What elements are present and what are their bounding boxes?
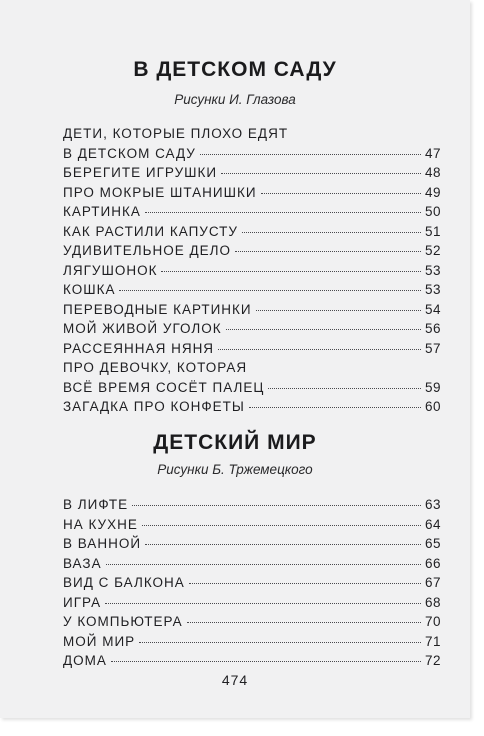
toc-page-number: 59 — [424, 379, 441, 395]
toc-entry — [63, 319, 441, 339]
dot-leader — [111, 661, 421, 662]
toc-entry-title: ВИД С БАЛКОНА — [63, 575, 185, 590]
toc-page-number: 67 — [424, 575, 441, 590]
toc-page-number: 54 — [424, 301, 441, 317]
toc-entry — [63, 495, 441, 515]
toc-entry-title: ПЕРЕВОДНЫЕ КАРТИНКИ — [63, 301, 252, 317]
toc-page-number: 71 — [424, 633, 441, 649]
toc-page-number: 51 — [424, 223, 441, 239]
dot-leader — [249, 407, 421, 408]
dot-leader — [256, 310, 421, 311]
toc-entry — [63, 222, 441, 242]
toc-entry-title: КАРТИНКА — [63, 204, 141, 219]
toc-page-number: 66 — [424, 555, 441, 571]
toc-page-number: 50 — [424, 204, 441, 219]
toc-entry — [63, 612, 441, 632]
toc-page-number: 65 — [424, 536, 441, 551]
toc-entry-title: КОШКА — [63, 282, 116, 297]
toc-entry-title: ДЕТИ, КОТОРЫЕ ПЛОХО ЕДЯТ — [63, 126, 289, 141]
dot-leader — [242, 232, 421, 233]
page-number: 474 — [221, 672, 249, 688]
toc-entry-title: УДИВИТЕЛЬНОЕ ДЕЛО — [63, 243, 232, 258]
toc-entry-title: ВСЁ ВРЕМЯ СОСЁТ ПАЛЕЦ — [63, 379, 265, 395]
toc-entry — [63, 339, 441, 359]
dot-leader — [145, 544, 421, 545]
toc-page-number: 68 — [424, 594, 441, 610]
toc-page-number: 72 — [424, 653, 441, 668]
dot-leader — [221, 173, 421, 174]
dot-leader — [218, 349, 421, 350]
toc-list-childrens-world — [63, 495, 441, 671]
dot-leader — [200, 154, 421, 155]
section-subtitle-kindergarten: Рисунки И. Глазова — [174, 92, 296, 107]
section-subtitle-childrens-world: Рисунки Б. Тржемецкого — [157, 462, 313, 477]
toc-entry — [63, 534, 441, 554]
section-title-childrens-world: ДЕТСКИЙ МИР — [153, 431, 317, 454]
toc-entry-title: У КОМПЬЮТЕРА — [63, 614, 183, 629]
toc-entry-title: БЕРЕГИТЕ ИГРУШКИ — [63, 165, 218, 180]
toc-page-number: 48 — [424, 165, 441, 180]
toc-entry — [63, 280, 441, 300]
toc-entry — [63, 593, 441, 613]
toc-page-number: 70 — [424, 614, 441, 629]
dot-leader — [142, 525, 421, 526]
dot-leader — [119, 290, 421, 291]
toc-entry-title: В ДЕТСКОМ САДУ — [63, 145, 196, 161]
toc-entry — [63, 144, 441, 164]
toc-page-number: 49 — [424, 184, 441, 200]
toc-entry — [63, 163, 441, 183]
toc-page-number: 63 — [424, 497, 441, 512]
dot-leader — [261, 193, 421, 194]
toc-entry — [63, 358, 441, 378]
toc-entry-title: ПРО ДЕВОЧКУ, КОТОРАЯ — [63, 360, 248, 375]
dot-leader — [226, 329, 421, 330]
toc-page-number: 52 — [424, 243, 441, 258]
dot-leader — [268, 388, 421, 389]
toc-entry-title: ПРО МОКРЫЕ ШТАНИШКИ — [63, 184, 257, 200]
toc-entry-title: ЗАГАДКА ПРО КОНФЕТЫ — [63, 399, 245, 414]
toc-entry-title: МОЙ ЖИВОЙ УГОЛОК — [63, 321, 222, 336]
dot-leader — [106, 564, 421, 565]
toc-entry — [63, 241, 441, 261]
toc-entry-title: ЛЯГУШОНОК — [63, 262, 158, 278]
toc-page-number: 57 — [424, 340, 441, 356]
dot-leader — [145, 212, 421, 213]
toc-entry — [63, 124, 441, 144]
toc-entry — [63, 183, 441, 203]
dot-leader — [187, 622, 421, 623]
toc-entry-title: В ЛИФТЕ — [63, 497, 129, 512]
toc-entry — [63, 300, 441, 320]
section-title-kindergarten: В ДЕТСКОМ САДУ — [133, 58, 337, 81]
toc-entry-title: НА КУХНЕ — [63, 516, 138, 532]
dot-leader — [139, 642, 421, 643]
toc-list-kindergarten — [63, 124, 441, 417]
dot-leader — [161, 271, 420, 272]
toc-entry — [63, 632, 441, 652]
dot-leader — [105, 603, 421, 604]
toc-page-number: 47 — [424, 145, 441, 161]
toc-entry — [63, 573, 441, 593]
dot-leader — [189, 583, 421, 584]
toc-page-number: 64 — [424, 516, 441, 532]
toc-page-number: 60 — [424, 399, 441, 414]
toc-entry-title: ДОМА — [63, 653, 107, 668]
dot-leader — [235, 251, 421, 252]
toc-page-number: 53 — [424, 282, 441, 297]
toc-entry — [63, 515, 441, 535]
toc-entry — [63, 397, 441, 417]
toc-entry — [63, 202, 441, 222]
toc-entry-title: КАК РАСТИЛИ КАПУСТУ — [63, 223, 238, 239]
toc-page-number: 53 — [424, 262, 441, 278]
toc-entry — [63, 378, 441, 398]
toc-entry — [63, 261, 441, 281]
toc-entry-title: РАССЕЯННАЯ НЯНЯ — [63, 340, 215, 356]
dot-leader — [132, 505, 421, 506]
toc-entry-title: МОЙ МИР — [63, 633, 136, 649]
toc-entry — [63, 651, 441, 671]
toc-entry-title: В ВАННОЙ — [63, 536, 142, 551]
toc-entry-title: ВАЗА — [63, 555, 102, 571]
toc-entry — [63, 554, 441, 574]
toc-entry-title: ИГРА — [63, 594, 102, 610]
toc-page-number: 56 — [424, 321, 441, 336]
